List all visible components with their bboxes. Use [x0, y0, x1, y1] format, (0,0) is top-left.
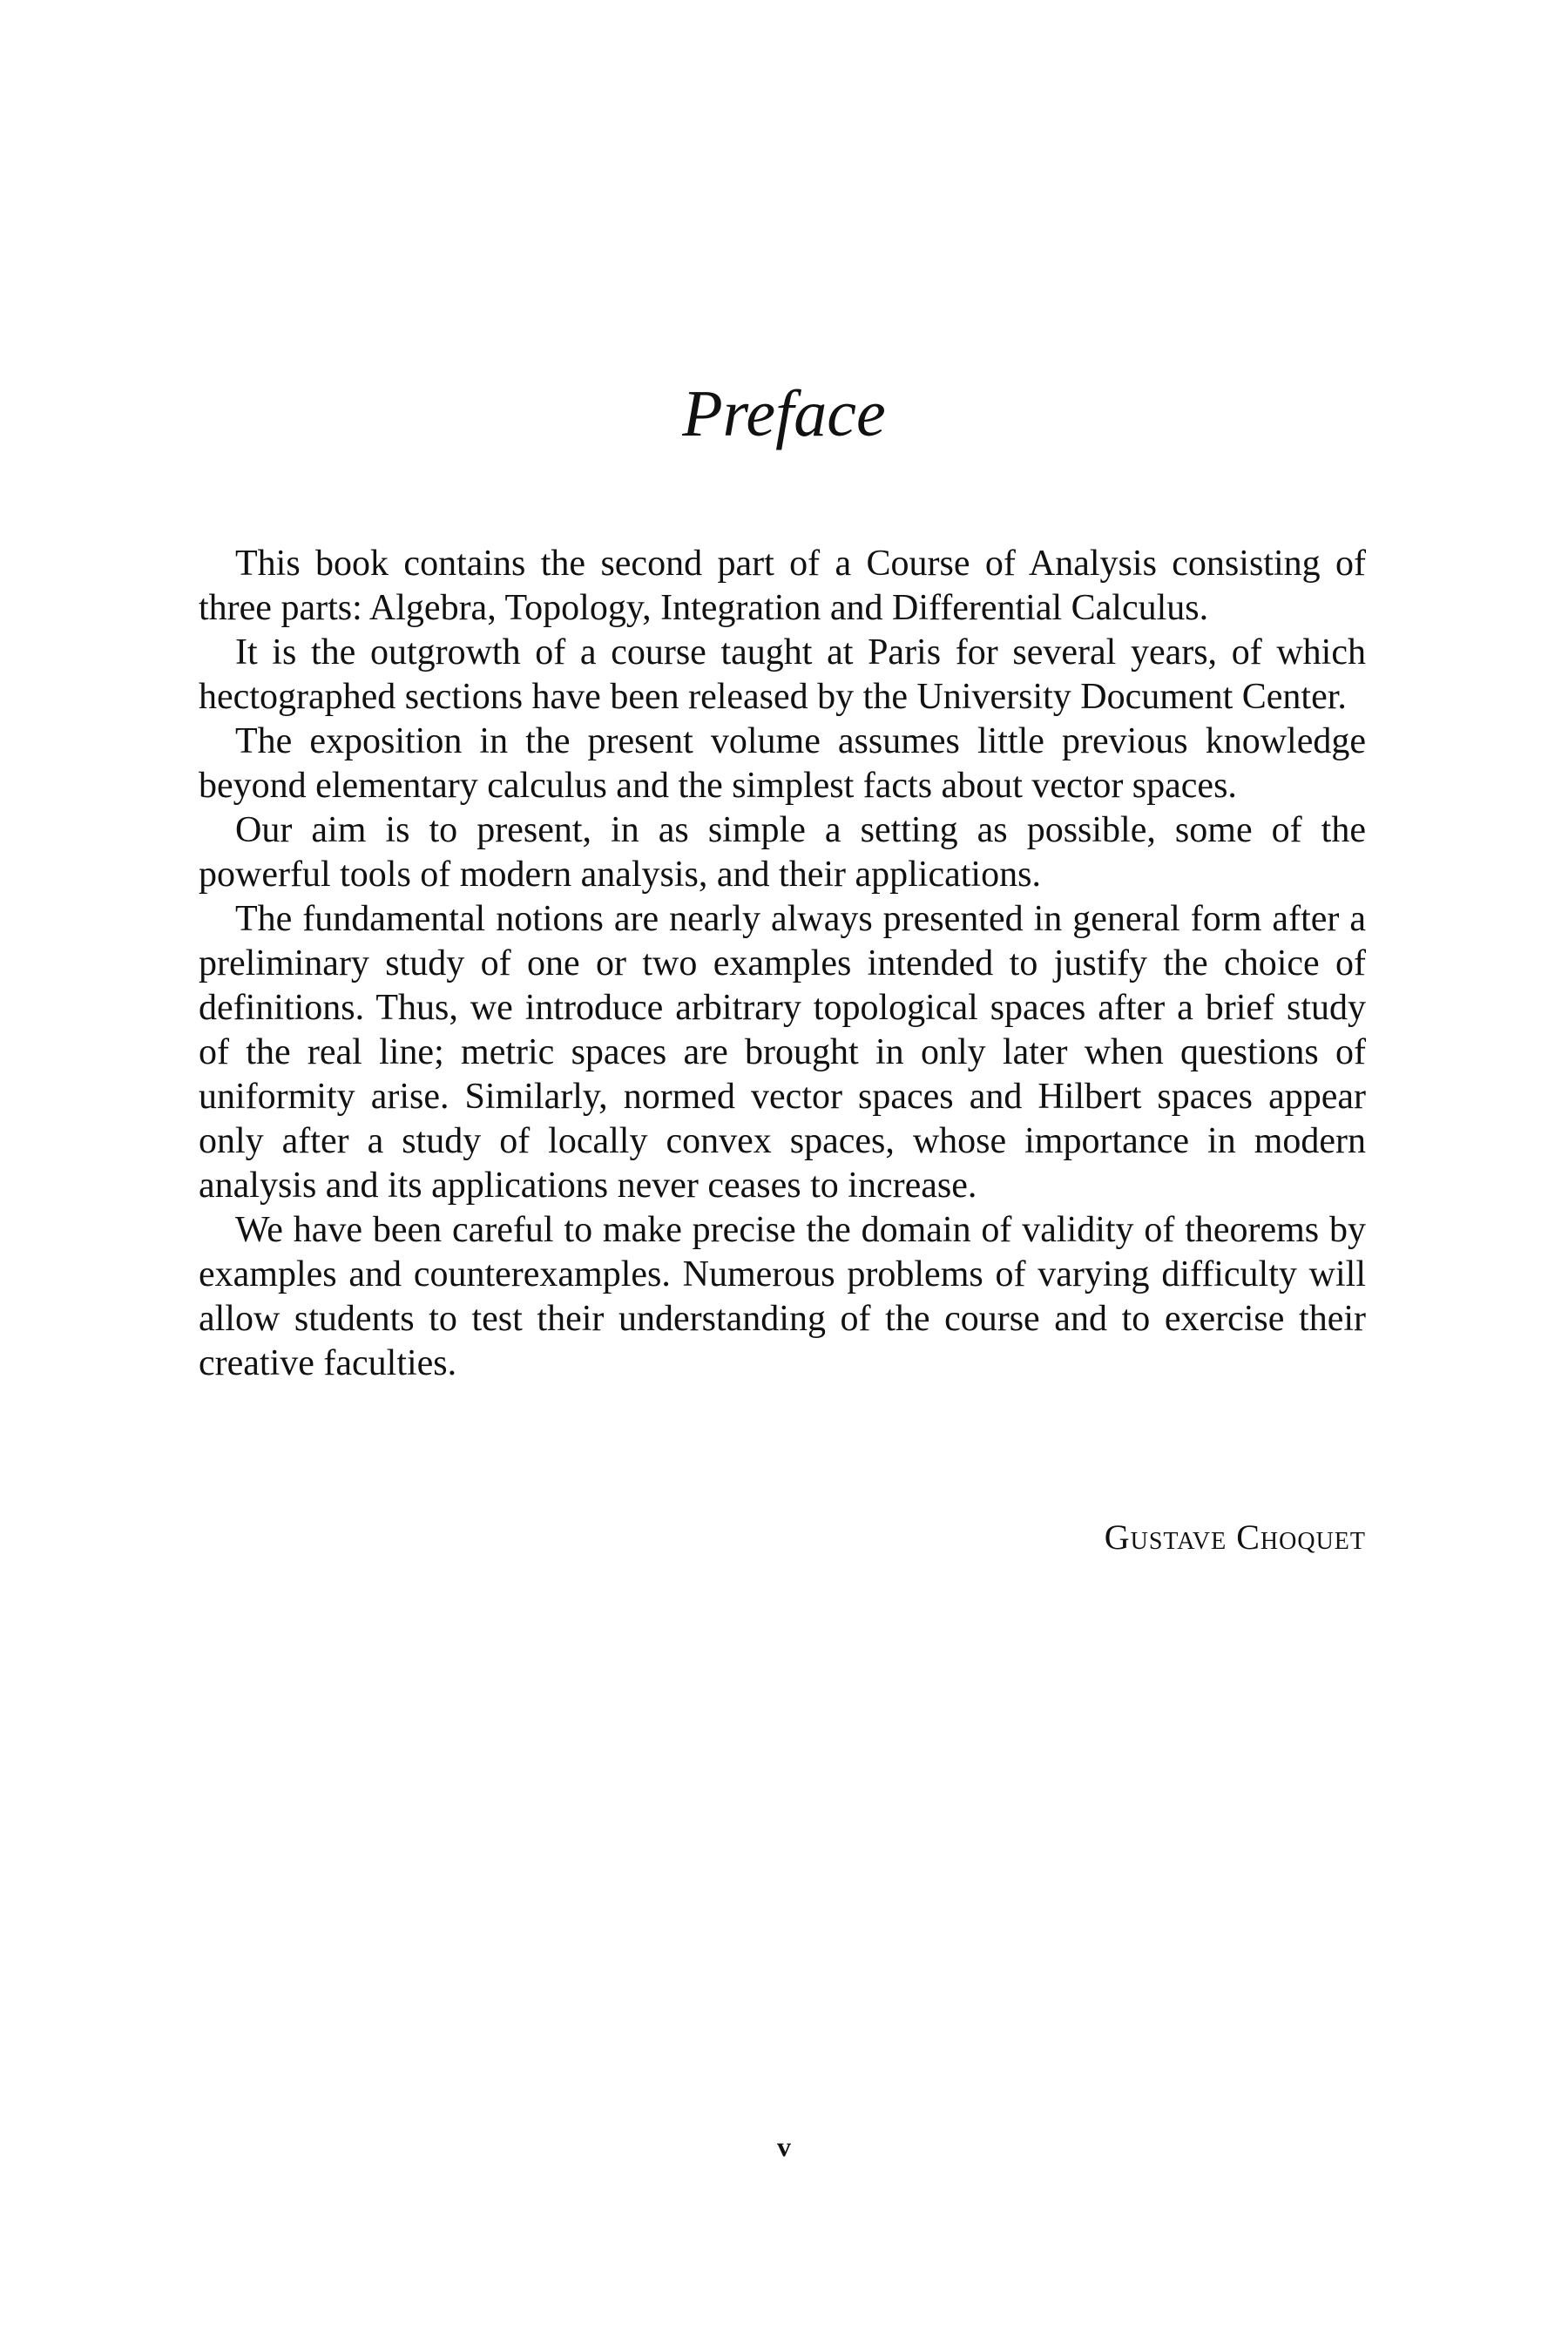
paragraph-3: The exposition in the present volume assumes little previous knowledge beyond elementary calculus and the simplest facts about vector spaces. [199, 721, 1366, 806]
author-signature: Gustave Choquet [1104, 1517, 1366, 1557]
paragraph-2: It is the outgrowth of a course taught at Paris for several years, of which hectographed sections have been released by the University Document Center. [199, 632, 1366, 717]
paragraph-5: The fundamental notions are nearly always presented in general form after a preliminary study of one or two examples intended to justify the choice of definitions. Thus, we introduce arbitrary topological spaces after a brief study of the real line; metric spaces are brought in only later when questions of uniformity arise. Similarly, normed vector spaces and Hilbert spaces appear only after a study of locally convex spaces, whose importance in modern analysis and its applications never ceases to increase. [199, 899, 1366, 1206]
preface-body [199, 542, 1366, 1386]
paragraph-6: We have been careful to make precise the domain of validity of theorems by examples and counterexamples. Numerous problems of varying difficulty will allow students to test their understanding of the course and to exercise their creative faculties. [199, 1210, 1366, 1383]
page-number: v [777, 2131, 791, 2162]
page-title: Preface [682, 377, 886, 450]
paragraph-1: This book contains the second part of a Course of Analysis consisting of three parts: Algebra, Topology, Integration and Differential Calculus. [199, 544, 1366, 628]
paragraph-4: Our aim is to present, in as simple a setting as possible, some of the powerful tools of modern analysis, and their applications. [199, 810, 1366, 895]
